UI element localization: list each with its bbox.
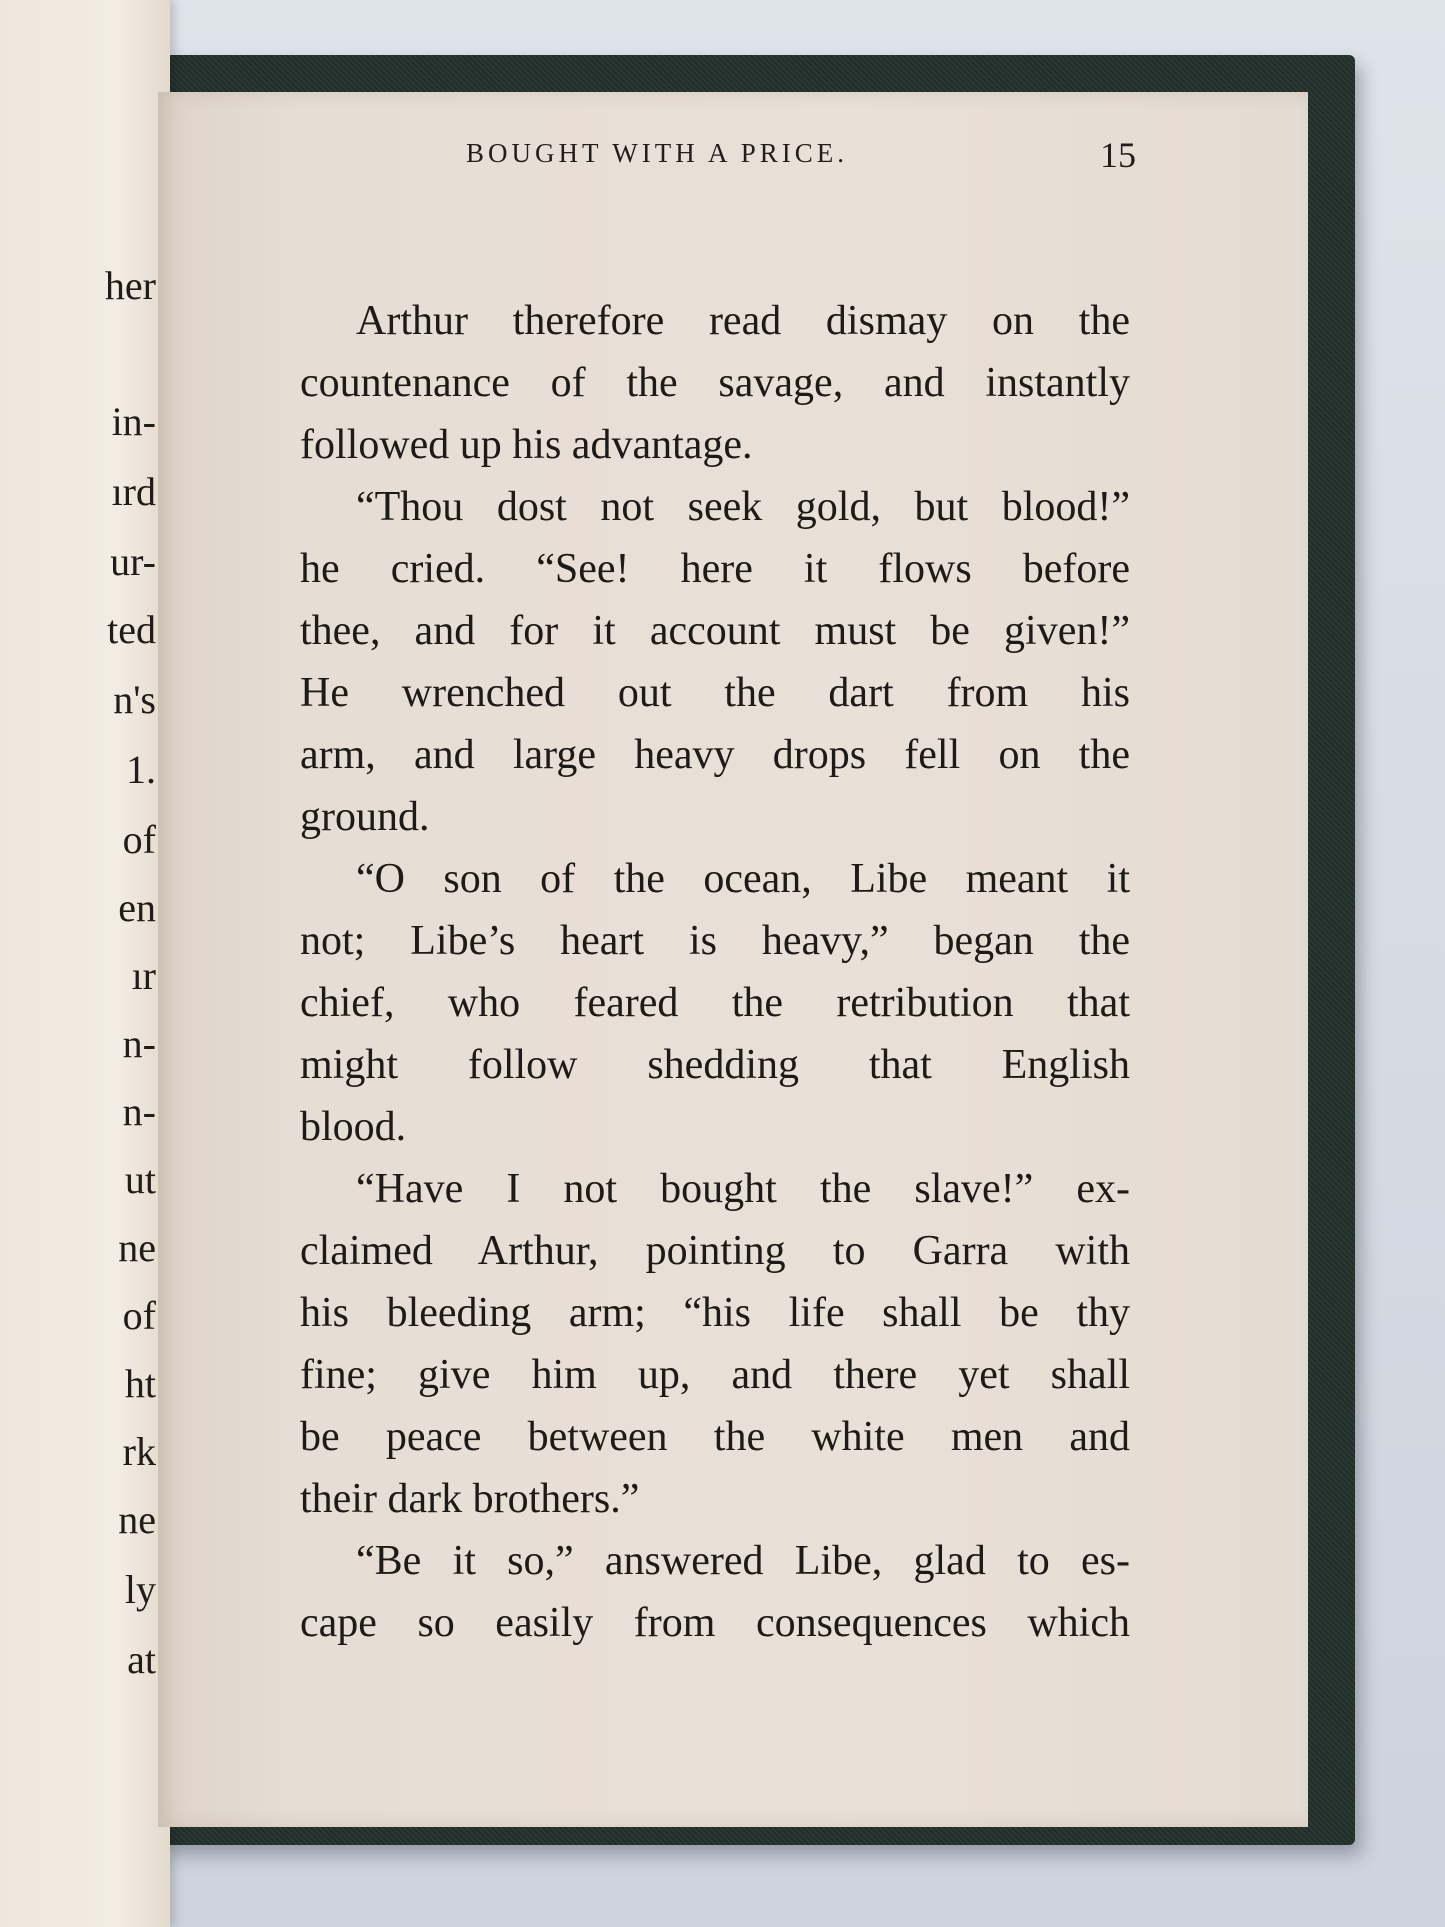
paragraph [300,1158,1130,1530]
facing-page-fragment: ır [131,953,156,998]
text-line: claimed Arthur, pointing to Garra with [300,1228,1130,1274]
facing-page-fragment: at [127,1637,156,1682]
text-line: he cried. “See! here it flows before [300,546,1130,592]
text-line: “O son of the ocean, Libe meant it [356,856,1130,902]
facing-page-fragment: ırd [111,469,156,514]
facing-page-fragment: ne [118,1497,156,1542]
text-line: He wrenched out the dart from his [300,670,1130,716]
text-line: followed up his advantage. [300,422,753,468]
text-line: blood. [300,1104,407,1150]
facing-page-fragment: her [104,263,156,308]
text-line: be peace between the white men and [300,1414,1130,1460]
body-text [300,290,1130,1654]
facing-page-fragment: ly [124,1567,156,1612]
facing-page-fragment: n- [122,1089,156,1134]
text-line: fine; give him up, and there yet shall [300,1352,1130,1398]
text-line: Arthur therefore read dismay on the [356,298,1130,344]
facing-page-fragment: ne [118,1225,156,1270]
text-line: “Be it so,” answered Libe, glad to es- [356,1538,1130,1584]
facing-page-fragment: n's [113,677,156,722]
text-line: their dark brothers.” [300,1476,640,1522]
facing-page-fragment: n- [122,1021,156,1066]
paragraph [300,1530,1130,1654]
page-number: 15 [1100,135,1136,175]
running-head [306,135,1136,188]
paragraph [300,848,1130,1158]
text-line: his bleeding arm; “his life shall be thy [300,1290,1130,1336]
text-line: might follow shedding that English [300,1042,1130,1088]
facing-page-fragment: en [118,885,156,930]
facing-page [0,0,170,1927]
text-line: ground. [300,794,430,840]
facing-page-fragment: 1. [126,747,156,792]
facing-page-fragment: ted [107,607,156,652]
facing-page-fragment: of [122,817,156,862]
paragraph [300,290,1130,476]
facing-page-fragment: in- [111,399,156,444]
text-line: cape so easily from consequences which [300,1600,1130,1646]
text-line: arm, and large heavy drops fell on the [300,732,1130,778]
facing-page-fragment: ht [124,1361,156,1406]
facing-page-fragment: ur- [110,539,156,584]
text-line: countenance of the savage, and instantly [300,360,1130,406]
facing-page-fragment: of [122,1293,156,1338]
facing-page-fragment: rk [122,1429,156,1474]
text-line: “Thou dost not seek gold, but blood!” [356,484,1130,530]
text-line: “Have I not bought the slave!” ex- [356,1166,1130,1212]
facing-page-fragment: ut [124,1157,156,1202]
paragraph [300,476,1130,848]
text-line: not; Libe’s heart is heavy,” began the [300,918,1130,964]
text-line: chief, who feared the retribution that [300,980,1130,1026]
text-line: thee, and for it account must be given!” [300,608,1130,654]
running-title: BOUGHT WITH A PRICE. [466,138,849,168]
